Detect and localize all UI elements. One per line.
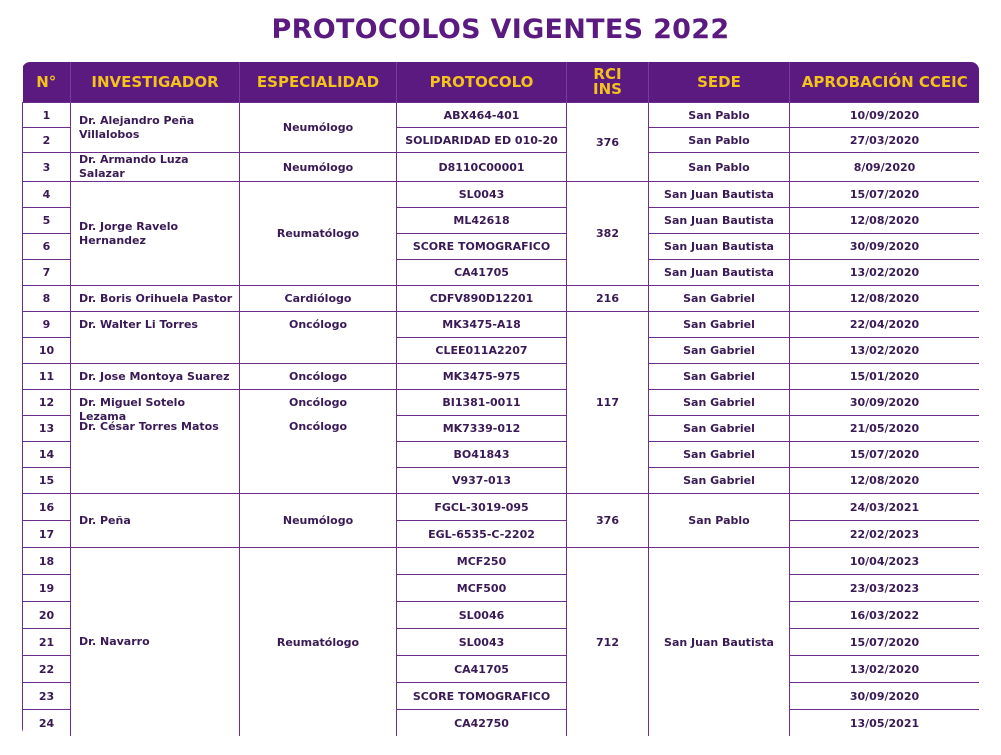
protocolo-cell: SL0043 (397, 629, 567, 656)
investigador-cell (71, 103, 240, 153)
table-row (23, 390, 980, 416)
investigador-cell (71, 390, 240, 494)
protocolo-cell: BI1381-0011 (397, 390, 567, 416)
fecha-cell: 23/03/2023 (790, 575, 980, 602)
protocolo-cell: FGCL-3019-095 (397, 494, 567, 521)
row-number: 22 (23, 656, 71, 683)
rci-cell: 376 (567, 494, 649, 548)
table-row (23, 103, 980, 128)
investigador-cell: Dr. Jose Montoya Suarez (71, 364, 240, 390)
fecha-cell: 12/08/2020 (790, 208, 980, 234)
protocolo-cell: MCF500 (397, 575, 567, 602)
protocolo-cell: CLEE011A2207 (397, 338, 567, 364)
protocolo-cell: SOLIDARIDAD ED 010-20 (397, 128, 567, 153)
protocolo-cell: MK3475-975 (397, 364, 567, 390)
row-number: 7 (23, 260, 71, 286)
fecha-cell: 30/09/2020 (790, 234, 980, 260)
row-number: 23 (23, 683, 71, 710)
header-investigador: INVESTIGADOR (71, 62, 240, 103)
especialidad-cell: Oncólogo (240, 312, 397, 364)
row-number: 14 (23, 442, 71, 468)
table-row (23, 153, 980, 182)
especialidad-name: Oncólogo (288, 420, 348, 433)
table-row (23, 182, 980, 208)
fecha-cell: 21/05/2020 (790, 416, 980, 442)
row-number: 13 (23, 416, 71, 442)
protocolo-cell: MK7339-012 (397, 416, 567, 442)
fecha-cell: 10/09/2020 (790, 103, 980, 128)
sede-cell: San Pablo (649, 494, 790, 548)
row-number: 17 (23, 521, 71, 548)
fecha-cell: 12/08/2020 (790, 468, 980, 494)
rci-cell: 216 (567, 286, 649, 312)
fecha-cell: 30/09/2020 (790, 683, 980, 710)
protocols-table (22, 62, 979, 736)
page-title: PROTOCOLOS VIGENTES 2022 (271, 14, 730, 45)
header-rci-line1: RCI (593, 65, 622, 83)
row-number: 21 (23, 629, 71, 656)
investigador-name-line1: Dr. Alejandro Peña (79, 113, 195, 127)
sede-cell: San Pablo (649, 153, 790, 182)
row-number: 12 (23, 390, 71, 416)
table-row (23, 312, 980, 338)
sede-cell: San Juan Bautista (649, 234, 790, 260)
investigador-cell: Dr. Jorge Ravelo Hernandez (71, 182, 240, 286)
header-row (23, 62, 980, 103)
sede-cell: San Gabriel (649, 338, 790, 364)
sede-cell: San Pablo (649, 128, 790, 153)
fecha-cell: 10/04/2023 (790, 548, 980, 575)
rci-cell: 117 (567, 312, 649, 494)
fecha-cell: 30/09/2020 (790, 390, 980, 416)
protocolo-cell: MCF250 (397, 548, 567, 575)
row-number: 5 (23, 208, 71, 234)
rci-cell: 712 (567, 548, 649, 737)
sede-cell: San Gabriel (649, 286, 790, 312)
protocolo-cell: V937-013 (397, 468, 567, 494)
row-number: 8 (23, 286, 71, 312)
protocolo-cell: EGL-6535-C-2202 (397, 521, 567, 548)
row-number: 1 (23, 103, 71, 128)
protocolo-cell: CA41705 (397, 260, 567, 286)
sede-cell: San Gabriel (649, 364, 790, 390)
row-number: 24 (23, 710, 71, 737)
sede-cell: San Juan Bautista (649, 260, 790, 286)
protocolo-cell: BO41843 (397, 442, 567, 468)
protocolo-cell: ABX464-401 (397, 103, 567, 128)
header-rci-line2: INS (593, 80, 622, 98)
investigador-cell: Dr. Armando Luza Salazar (71, 153, 240, 182)
protocolo-cell: SCORE TOMOGRAFICO (397, 683, 567, 710)
header-especialidad: ESPECIALIDAD (240, 62, 397, 103)
header-aprobacion: APROBACIÓN CCEIC (790, 62, 980, 103)
row-number: 9 (23, 312, 71, 338)
especialidad-cell: Oncólogo (240, 364, 397, 390)
investigador-name-line2: Villalobos (79, 127, 140, 141)
row-number: 11 (23, 364, 71, 390)
fecha-cell: 22/02/2023 (790, 521, 980, 548)
row-number: 3 (23, 153, 71, 182)
fecha-cell: 15/07/2020 (790, 442, 980, 468)
row-number: 2 (23, 128, 71, 153)
protocolo-cell: SL0046 (397, 602, 567, 629)
especialidad-cell (240, 390, 397, 494)
row-number: 6 (23, 234, 71, 260)
sede-cell: San Juan Bautista (649, 182, 790, 208)
fecha-cell: 13/05/2021 (790, 710, 980, 737)
sede-cell: San Gabriel (649, 442, 790, 468)
investigador-cell: Dr. Boris Orihuela Pastor (71, 286, 240, 312)
sede-cell: San Gabriel (649, 390, 790, 416)
fecha-cell: 13/02/2020 (790, 260, 980, 286)
investigador-cell: Dr. Navarro (71, 548, 240, 737)
rci-cell: 376 (567, 103, 649, 182)
table-row (23, 494, 980, 521)
sede-cell: San Gabriel (649, 312, 790, 338)
fecha-cell: 16/03/2022 (790, 602, 980, 629)
especialidad-cell: Neumólogo (240, 103, 397, 153)
especialidad-cell: Neumólogo (240, 153, 397, 182)
fecha-cell: 22/04/2020 (790, 312, 980, 338)
row-number: 19 (23, 575, 71, 602)
row-number: 15 (23, 468, 71, 494)
header-sede: SEDE (649, 62, 790, 103)
fecha-cell: 15/01/2020 (790, 364, 980, 390)
table-row (23, 548, 980, 575)
row-number: 10 (23, 338, 71, 364)
sede-cell: San Gabriel (649, 416, 790, 442)
protocolo-cell: MK3475-A18 (397, 312, 567, 338)
fecha-cell: 8/09/2020 (790, 153, 980, 182)
protocolo-cell: ML42618 (397, 208, 567, 234)
rci-cell: 382 (567, 182, 649, 286)
row-number: 20 (23, 602, 71, 629)
sede-cell: San Juan Bautista (649, 548, 790, 737)
sede-cell: San Juan Bautista (649, 208, 790, 234)
table-row (23, 364, 980, 390)
protocolo-cell: SL0043 (397, 182, 567, 208)
table-row (23, 286, 980, 312)
sede-cell: San Gabriel (649, 468, 790, 494)
investigador-cell: Dr. Peña (71, 494, 240, 548)
especialidad-cell: Reumatólogo (240, 548, 397, 737)
fecha-cell: 15/07/2020 (790, 182, 980, 208)
fecha-cell: 24/03/2021 (790, 494, 980, 521)
header-num: N° (23, 62, 71, 103)
investigador-cell: Dr. Walter Li Torres (71, 312, 240, 364)
row-number: 18 (23, 548, 71, 575)
protocolo-cell: CA42750 (397, 710, 567, 737)
especialidad-cell: Cardiólogo (240, 286, 397, 312)
header-rci (567, 62, 649, 103)
header-protocolo: PROTOCOLO (397, 62, 567, 103)
protocolo-cell: D8110C00001 (397, 153, 567, 182)
especialidad-cell: Reumatólogo (240, 182, 397, 286)
investigador-name: Dr. César Torres Matos (79, 420, 219, 433)
fecha-cell: 27/03/2020 (790, 128, 980, 153)
fecha-cell: 15/07/2020 (790, 629, 980, 656)
protocolo-cell: SCORE TOMOGRAFICO (397, 234, 567, 260)
row-number: 4 (23, 182, 71, 208)
especialidad-cell: Neumólogo (240, 494, 397, 548)
protocolo-cell: CDFV890D12201 (397, 286, 567, 312)
fecha-cell: 13/02/2020 (790, 656, 980, 683)
investigador-name: Dr. Miguel Sotelo Lezama (79, 396, 186, 423)
sede-cell: San Pablo (649, 103, 790, 128)
protocolo-cell: CA41705 (397, 656, 567, 683)
fecha-cell: 12/08/2020 (790, 286, 980, 312)
row-number: 16 (23, 494, 71, 521)
protocols-table-container (22, 62, 979, 736)
especialidad-name: Oncólogo (288, 396, 348, 409)
fecha-cell: 13/02/2020 (790, 338, 980, 364)
